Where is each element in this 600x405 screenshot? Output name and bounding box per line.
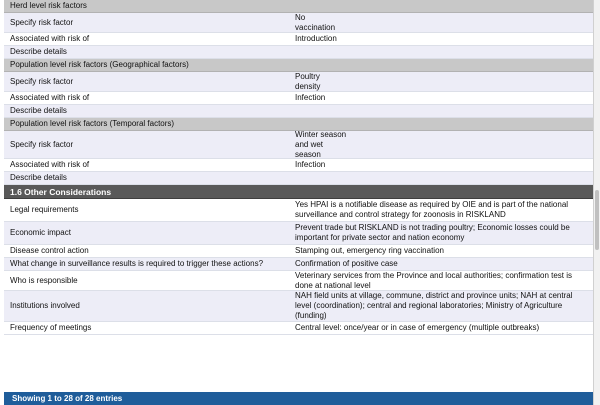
row-value — [295, 131, 587, 158]
row-value — [295, 105, 587, 117]
cell-text: NAH field units at village, commune, district and province units; NAH at central level (coordination); central and regional laboratories; Ministry of Agriculture (funding) — [295, 291, 573, 320]
row-value — [295, 291, 587, 321]
row-value — [295, 271, 587, 290]
table-row — [4, 172, 593, 185]
row-label — [10, 271, 290, 290]
cell-text: Frequency of meetings — [10, 323, 92, 332]
cell-text: Infection — [295, 160, 326, 169]
vertical-scrollbar[interactable] — [593, 0, 600, 405]
row-label — [10, 245, 290, 257]
group-header-row — [4, 185, 593, 199]
cell-text: Legal requirements — [10, 205, 79, 214]
row-label — [10, 131, 290, 158]
cell-text: Economic impact — [10, 228, 71, 237]
details-table — [4, 0, 593, 405]
cell-text: Confirmation of positive case — [295, 259, 398, 268]
cell-text: 1.6 Other Considerations — [10, 186, 112, 197]
cell-text: Describe details — [10, 47, 67, 56]
section-header-row — [4, 0, 593, 13]
table-row — [4, 159, 593, 172]
cell-text: Yes HPAI is a notifiable disease as required by OIE and is part of the national surveillance and control strategy for zoonosis in RISKLAND — [295, 200, 569, 219]
row-value — [295, 322, 587, 334]
row-label — [10, 159, 290, 171]
table-row — [4, 258, 593, 271]
scrollbar-thumb[interactable] — [595, 190, 599, 250]
row-value — [295, 92, 587, 104]
row-label — [10, 322, 290, 334]
table-row — [4, 72, 593, 92]
table-row — [4, 291, 593, 322]
cell-text: Infection — [295, 93, 326, 102]
row-label — [10, 72, 290, 91]
row-label — [10, 222, 290, 244]
row-label — [10, 92, 290, 104]
cell-text: Describe details — [10, 173, 67, 182]
section-title — [10, 118, 290, 130]
row-label — [10, 13, 290, 32]
row-value — [295, 13, 587, 32]
row-value — [295, 258, 587, 270]
cell-text: Associated with risk of — [10, 160, 90, 169]
row-value — [295, 245, 587, 257]
cell-text: Herd level risk factors — [10, 1, 87, 10]
section-header-row — [4, 59, 593, 72]
row-value — [295, 199, 587, 221]
table-row — [4, 33, 593, 46]
row-label — [10, 46, 290, 58]
cell-text: Associated with risk of — [10, 34, 90, 43]
cell-text: Specify risk factor — [10, 76, 74, 86]
cell-text: Prevent trade but RISKLAND is not trading poultry; Economic losses could be important for private sector and nation economy — [295, 223, 570, 242]
row-value — [295, 159, 587, 171]
row-label — [10, 33, 290, 45]
cell-text: What change in surveillance results is required to trigger these actions? — [10, 259, 264, 268]
table-body — [4, 0, 593, 335]
row-value — [295, 222, 587, 244]
cell-text: Introduction — [295, 34, 337, 43]
cell-text: Veterinary services from the Province and local authorities; confirmation test is done at national level — [295, 270, 573, 290]
cell-text: Who is responsible — [10, 275, 78, 285]
cell-text: Associated with risk of — [10, 93, 90, 102]
table-row — [4, 222, 593, 245]
table-info-footer — [4, 392, 593, 405]
table-row — [4, 271, 593, 291]
section-title — [10, 185, 570, 198]
row-label — [10, 258, 290, 270]
row-value — [295, 72, 587, 91]
cell-text: Describe details — [10, 106, 67, 115]
row-label — [10, 172, 290, 184]
section-title — [10, 0, 290, 12]
cell-text: Specify risk factor — [10, 17, 74, 27]
cell-text: Disease control action — [10, 246, 89, 255]
cell-text: Population level risk factors (Temporal factors) — [10, 119, 175, 128]
table-row — [4, 322, 593, 335]
cell-text: Stamping out, emergency ring vaccination — [295, 246, 444, 255]
entries-count-text: Showing 1 to 28 of 28 entries — [12, 394, 123, 403]
table-row — [4, 46, 593, 59]
cell-text: Central level: once/year or in case of emergency (multiple outbreaks) — [295, 323, 540, 332]
table-row — [4, 199, 593, 222]
row-value — [295, 46, 587, 58]
row-label — [10, 291, 290, 321]
table-row — [4, 131, 593, 159]
table-row — [4, 105, 593, 118]
table-row — [4, 245, 593, 258]
cell-text: Specify risk factor — [10, 139, 74, 149]
row-value — [295, 33, 587, 45]
cell-text: Winter season and wet season — [295, 129, 347, 159]
row-label — [10, 199, 290, 221]
cell-text: Institutions involved — [10, 301, 80, 310]
cell-text: Population level risk factors (Geographical factors) — [10, 60, 189, 69]
section-title — [10, 59, 290, 71]
cell-text: Poultry density — [295, 71, 321, 91]
row-label — [10, 105, 290, 117]
table-row — [4, 92, 593, 105]
row-value — [295, 172, 587, 184]
cell-text: No vaccination — [295, 12, 336, 32]
table-row — [4, 13, 593, 33]
